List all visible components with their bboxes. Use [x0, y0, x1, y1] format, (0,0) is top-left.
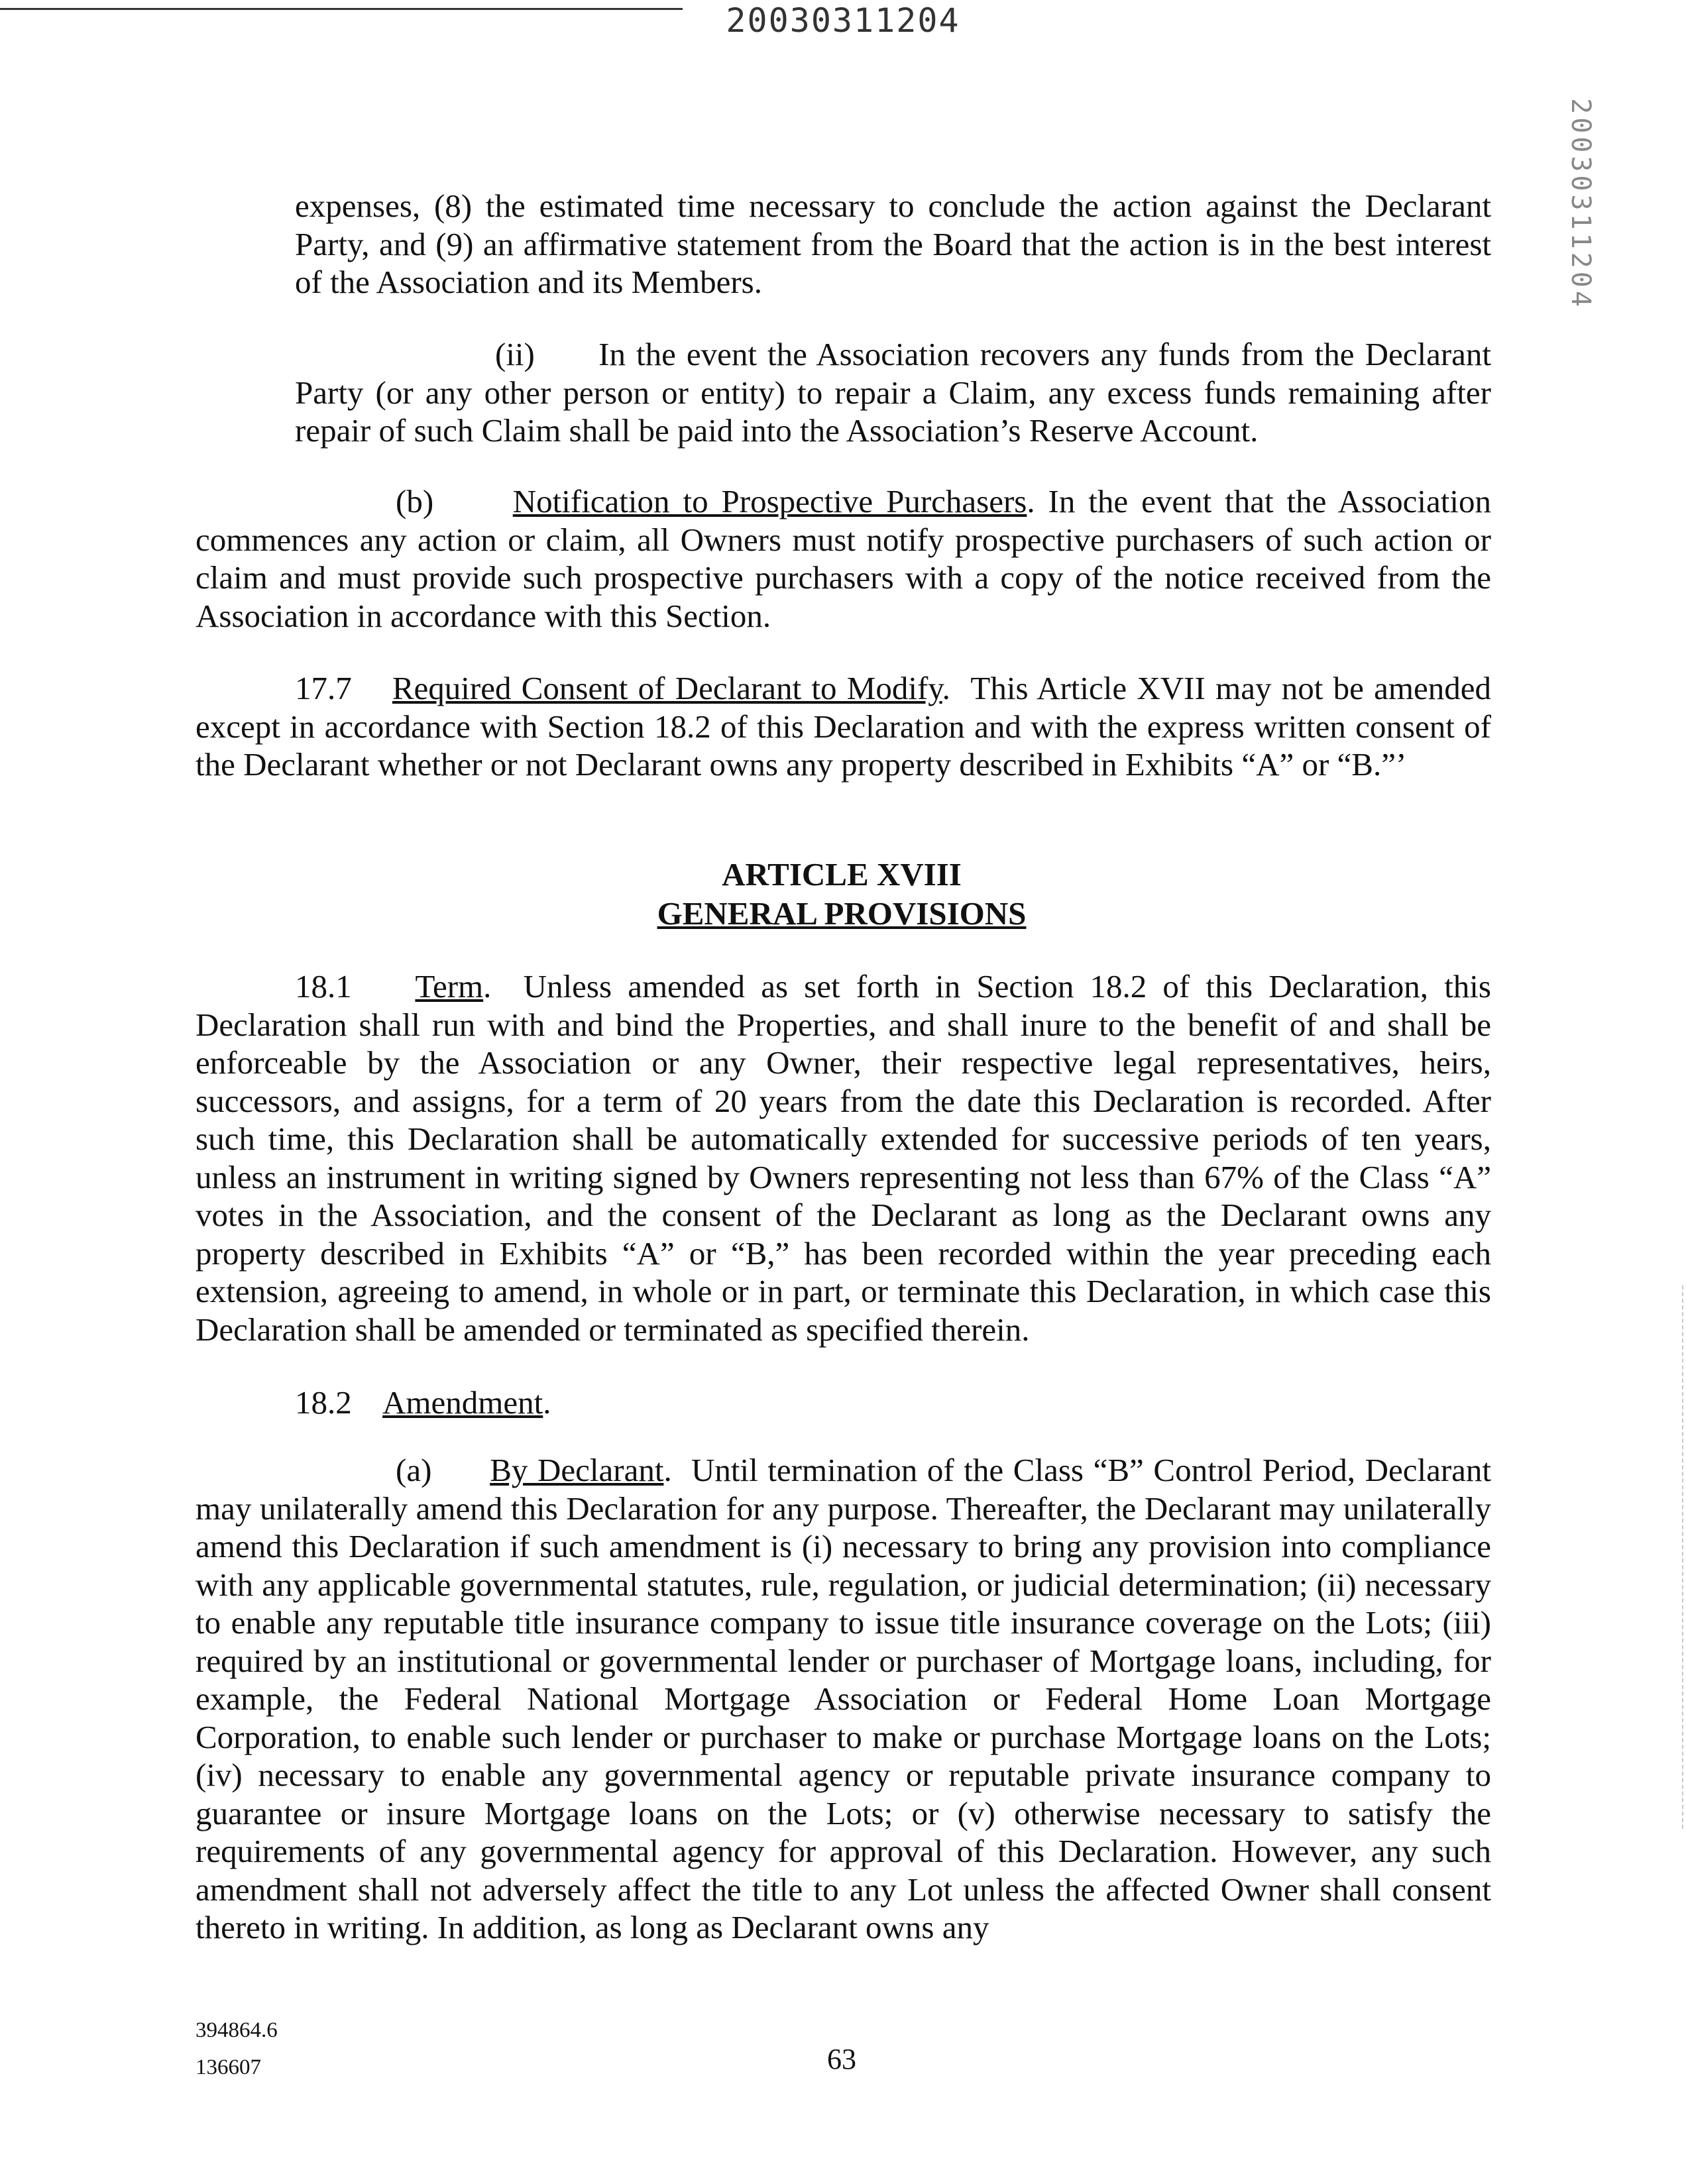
- recording-number-top: 20030311204: [726, 1, 960, 40]
- section-number: 18.1: [295, 968, 352, 1005]
- article-title-heading: GENERAL PROVISIONS: [657, 895, 1027, 932]
- scan-artifact-line: [1682, 1285, 1683, 1829]
- section-title: Required Consent of Declarant to Modify: [392, 670, 942, 706]
- clause-number: (b): [396, 483, 434, 519]
- section-title: By Declarant: [490, 1452, 664, 1488]
- page-number: 63: [827, 2043, 856, 2075]
- paragraph-18-2-amendment: 18.2 Amendment.: [295, 1384, 551, 1421]
- section-title: Notification to Prospective Purchasers: [512, 483, 1027, 519]
- paragraph-expenses-continued: expenses, (8) the estimated time necessary to conclude the action against the Declarant Party, and (9) an affirmative statement from the Board that the action is in the best interest of the Association and its Members.: [295, 188, 1491, 300]
- paragraph-ii-excess-funds: (ii) In the event the Association recovers any funds from the Declarant Party (or any other person or entity) to repair a Claim, any excess funds remaining after repair of such Claim shall be paid into the Association’s Reserve Account.: [295, 336, 1492, 449]
- paragraph-a-by-declarant: (a) By Declarant. Until termination of the Class “B” Control Period, Declarant may unilaterally amend this Declaration for any purpose. Thereafter, the Declarant may unilaterally amend this Declaration if such amendment is (i) necessary to bring any provision into compliance with any applicable governmental statutes, rule, regulation, or judicial determination; (ii) necessary to enable any reputable title insurance company to issue title insurance coverage on the Lots; (iii) required by an institutional or governmental lender or purchaser of Mortgage loans, including, for example, the Federal National Mortgage Association or Federal Home Loan Mortgage Corporation, to enable such lender or purchaser to make or purchase Mortgage loans on the Lots; (iv) necessary to enable any governmental agency or reputable private insurance company to guarantee or insure Mortgage loans on the Lots; or (v) otherwise necessary to satisfy the requirements of any governmental agency for approval of this Declaration. However, any such amendment shall not adversely affect the title to any Lot unless the affected Owner shall consent thereto in writing. In addition, as long as Declarant owns any: [196, 1452, 1491, 1945]
- paragraph-b-notification: (b) Notification to Prospective Purchasers. In the event that the Association commences any action or claim, all Owners must notify prospective purchasers of such action or claim and must provide such prospective purchasers with a copy of the notice received from the Association in accordance with this Section.: [196, 483, 1492, 634]
- footer-document-id: 394864.6: [196, 2018, 278, 2042]
- section-title: Amendment: [382, 1384, 543, 1421]
- section-number: 18.2: [295, 1384, 352, 1421]
- paragraph-18-1-term: 18.1 Term. Unless amended as set forth in Section 18.2 of this Declaration, this Declaration shall run with and bind the Properties, and shall inure to the benefit of and shall be enforceable by the Association or any Owner, their respective legal representatives, heirs, successors, and assigns, for a term of 20 years from the date this Declaration is recorded. After such time, this Declaration shall be automatically extended for successive periods of ten years, unless an instrument in writing signed by Owners representing not less than 67% of the Class “A” votes in the Association, and the consent of the Declarant as long as the Declarant owns any property described in Exhibits “A” or “B,” has been recorded within the year preceding each extension, agreeing to amend, in whole or in part, or terminate this Declaration, in which case this Declaration shall be amended or terminated as specified therein.: [196, 968, 1491, 1348]
- section-number: 17.7: [295, 670, 352, 706]
- clause-number: (ii): [495, 336, 535, 372]
- footer-matter-id: 136607: [196, 2055, 261, 2079]
- clause-number: (a): [396, 1452, 432, 1488]
- recording-number-side-stamp: 20030311204: [1565, 98, 1596, 310]
- paragraph-17-7-required-consent: 17.7 Required Consent of Declarant to Modify. This Article XVII may not be amended except in accordance with Section 18.2 of this Declaration and with the express written consent of the Declarant whether or not Declarant owns any property described in Exhibits “A” or “B.”’: [196, 670, 1491, 783]
- section-title: Term: [415, 968, 484, 1005]
- article-number-heading: ARTICLE XVIII: [722, 856, 962, 893]
